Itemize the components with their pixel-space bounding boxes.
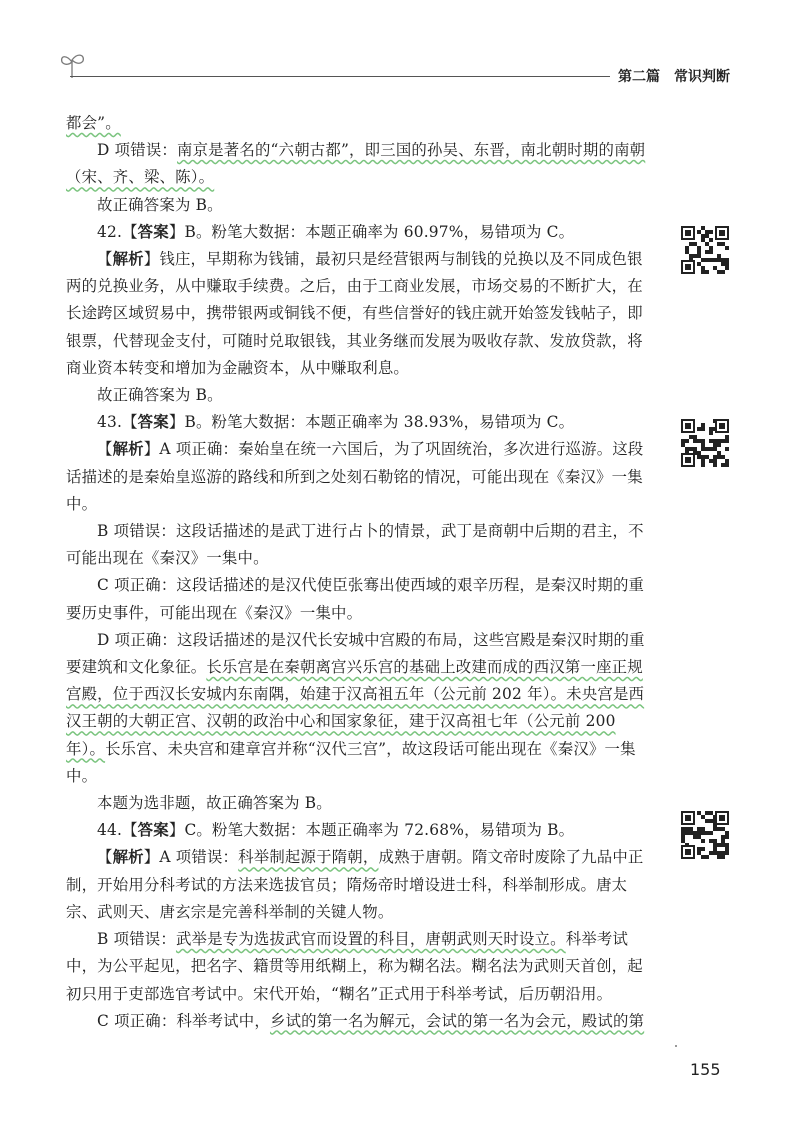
text-segment: 】钱庄，早期称为钱铺，最初只是经营银两与制钱的兑换以及不同成色银两的兑换业务，从中赚取手续费。之后，由于工商业发展，市场交易的不断扩大，在长途跨区域贸易中，携带银两或铜钱不便，有些信誉好的钱庄就开始签发钱帖子，即银票，代替现金支付，可随时兑取银钱，其业务继而发展为吸收存款、发放贷款，将商业资本转变和增加为金融资本，从中赚取利息。: [66, 250, 643, 377]
text-segment: 故正确答案为 B。: [97, 386, 223, 405]
text-segment: 本题为选非题，故正确答案为 B。: [97, 794, 332, 813]
section-title: 第二篇 常识判断: [618, 69, 730, 85]
bracket-label: 答案: [137, 821, 169, 840]
bracket-label: 解析: [112, 250, 144, 269]
text-segment: 长乐宫、未央宫和建章宫并称“汉代三宫”，故这段话可能出现在《秦汉》一集中。: [66, 739, 636, 785]
text-segment: 【: [97, 250, 113, 269]
text-segment: 42.【: [97, 222, 138, 241]
text-segment: 】A 项错误：: [143, 848, 239, 867]
paragraph: [66, 817, 656, 844]
highlighted-text: 武举是专为选拔武官而设置的科目，唐朝武则天时设立。: [175, 930, 566, 949]
header-rule: [70, 76, 610, 77]
text-segment: 【: [97, 848, 113, 867]
highlighted-text: 乡试的第一名为解元，会试的第一名为会元，殿试的第: [269, 1011, 645, 1030]
highlighted-text: 都会”。: [66, 114, 121, 132]
paragraph: [66, 409, 656, 436]
text-segment: 43.【: [97, 413, 138, 432]
paragraph: [66, 246, 656, 382]
paragraph: [66, 219, 656, 246]
highlighted-text: 南京是著名的“六朝古都”，即三国的孙吴、东晋，南北朝时期的南朝（宋、齐、梁、陈）。: [66, 141, 646, 187]
text-segment: 44.【: [97, 821, 138, 840]
text-segment: 】A 项正确：秦始皇在统一六国后，为了巩固统治，多次进行巡游。这段话描述的是秦始皇巡游的路线和所到之处刻石勒铭的情况，可能出现在《秦汉》一集中。: [66, 440, 644, 513]
highlighted-text: 科举制起源于隋朝，: [238, 848, 379, 867]
paragraph: [66, 110, 656, 137]
paragraph: [66, 572, 656, 626]
text-segment: C 项正确：科举考试中，: [97, 1011, 270, 1030]
bracket-label: 答案: [137, 413, 169, 432]
text-segment: C 项正确：这段话描述的是汉代使臣张骞出使西域的艰辛历程，是秦汉时期的重要历史事件，可能出现在《秦汉》一集中。: [66, 576, 645, 622]
text-segment: 【: [97, 440, 113, 459]
paragraph: [66, 1008, 656, 1035]
answer-explanation-body: [66, 110, 656, 1035]
paragraph: [66, 518, 656, 572]
highlighted-text: 长乐宫是在秦朝离宫兴乐宫的基础上改建而成的西汉第一座正规宫殿，位于西汉长安城内东南隅，始建于汉高祖五年（公元前 202 年）。未央宫是西汉王朝的大朝正宫、汉朝的政治中心和国家象征，建于汉高祖七年（公元前 200 年）。: [66, 658, 645, 758]
bracket-label: 解析: [112, 848, 144, 867]
paragraph: [66, 192, 656, 219]
text-segment: 】B。粉笔大数据：本题正确率为 38.93%，易错项为 C。: [168, 413, 575, 432]
qr-code-icon[interactable]: [680, 418, 730, 468]
text-segment: 成熟于唐朝。隋文帝时废除了九品中正制，开始用分科考试的方法来选拔官员；隋炀帝时增设进士科，科举制形成。唐太宗、武则天、唐玄宗是完善科举制的关键人物。: [66, 848, 644, 921]
paragraph: [66, 137, 656, 191]
bracket-label: 解析: [112, 440, 144, 459]
text-segment: 】C。粉笔大数据：本题正确率为 72.68%，易错项为 B。: [168, 821, 575, 840]
paragraph: [66, 926, 656, 1008]
text-segment: D 项错误：: [97, 141, 177, 160]
text-segment: 故正确答案为 B。: [97, 195, 223, 214]
paragraph: [66, 436, 656, 518]
paragraph: [66, 844, 656, 926]
page-mark: [675, 1045, 677, 1047]
page-header: [0, 0, 800, 110]
page-number: 155: [690, 1060, 721, 1079]
qr-code-icon[interactable]: [680, 225, 730, 275]
text-segment: 科举考试中，为公平起见，把名字、籍贯等用纸糊上，称为糊名法。糊名法为武则天首创，起初只用于吏部选官考试中。宋代开始，“糊名”正式用于科举考试，后历朝沿用。: [66, 930, 643, 1003]
paragraph: [66, 627, 656, 790]
text-segment: B 项错误：这段话描述的是武丁进行占卜的情景，武丁是商朝中后期的君主，不可能出现在《秦汉》一集中。: [66, 522, 644, 568]
paragraph: [66, 382, 656, 409]
bracket-label: 答案: [137, 222, 169, 241]
qr-code-icon[interactable]: [680, 810, 730, 860]
paragraph: [66, 790, 656, 817]
text-segment: D 项正确：这段话描述的是汉代长安城中宫殿的布局，这些宫殿是秦汉时期的重要建筑和文化象征。: [66, 630, 645, 677]
text-segment: 】B。粉笔大数据：本题正确率为 60.97%，易错项为 C。: [168, 222, 575, 241]
text-segment: B 项错误：: [97, 930, 176, 949]
